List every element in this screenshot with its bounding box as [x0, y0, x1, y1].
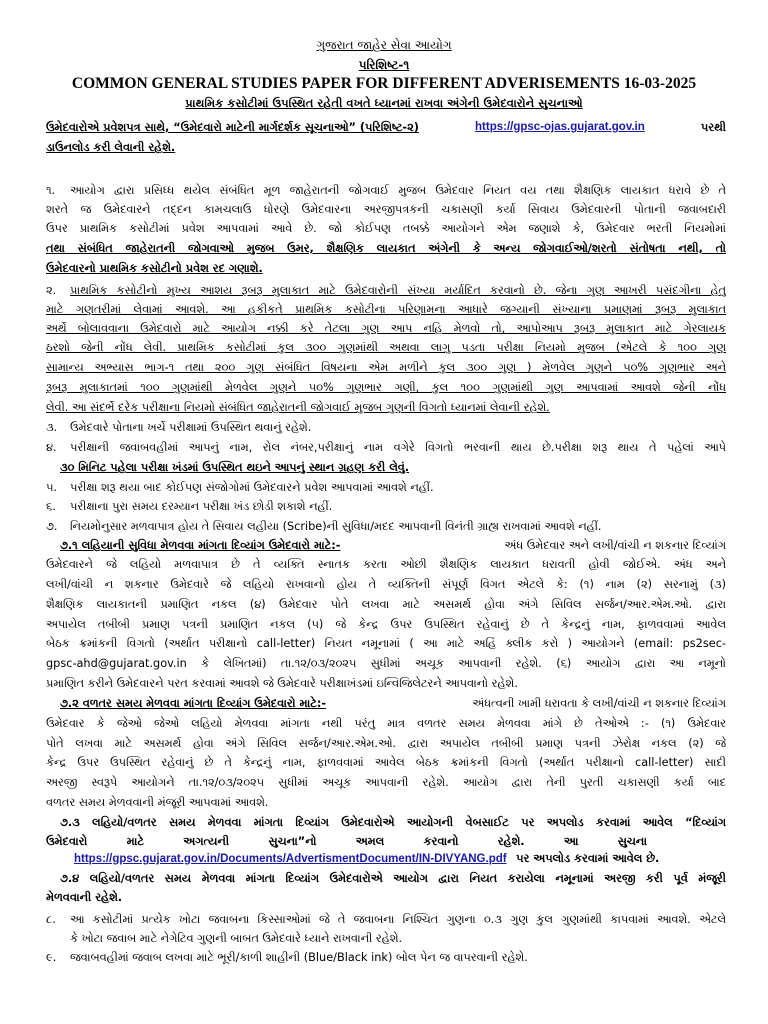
item-6-number: ૬.	[46, 500, 56, 513]
item-4-line: ૩૦ મિનિટ પહેલા પરીક્ષા ખંડમાં ઉપસ્થિત થઇને આપનું સ્થાન ગ્રહણ કરી લેવું.	[60, 461, 410, 474]
sub-7-3-line: ૭.૩ લહિયો/વળતર સમય મેળવવા માંગતા દિવ્યાંગ ઉમેદવારોએ આયોગની વેબસાઈટ પર અપલોડ કરવામાં આવેલ “દિવ્યાંગ	[60, 816, 726, 829]
item-8-line: આ કસોટીમાં પ્રત્યેક ખોટા જવાબના કિસ્સાઓમાં જે તે જવાબના નિશ્ચિત ગુણના ૦.૩ ગુણ કુલ ગુણમાંથી કાપવામાં આવશે. એટલે	[70, 913, 726, 926]
item-2-line: લેવી. આ સંદર્ભે દરેક પરીક્ષાના નિયમો સંબંધિત જાહેરાતની જોગવાઈ મુજબ ગુણની વિગતો ધ્યાનમાં લેવાની રહેશે.	[46, 401, 550, 414]
document-subtitle: પ્રાથમિક કસોટીમાં ઉપસ્થિત રહેતી વખતે ધ્યાનમાં રાખવા અંગેની ઉમેદવારોને સુચનાઓ	[185, 96, 583, 110]
item-4-line: પરીક્ષાની જવાબવહીમાં આપનું નામ, રોલ નંબર,પરીક્ષાનું નામ વગેરે વિગતો ભરવાની થાય છે.પરીક્ષા શરૂ થાય તે પહેલાં આપે	[70, 441, 726, 454]
sub-7-4-line: મેળવવાની રહેશે.	[46, 891, 123, 904]
item-9-line: જવાબવહીમાં જવાબ લખવા માટે ભૂરી/કાળી શાહીની (Blue/Black ink) બોલ પેન જ વાપરવાની રહેશે.	[70, 951, 528, 964]
sub-7-2-first-line	[60, 696, 726, 711]
sub-7-1-line: અપાયેલ તબીબી પ્રમાણ પત્રની પ્રમાણિત નકલ (૫) જે કેન્દ્ર ઉપર ઉપસ્થિત રહેવાનું છે તે કેન્દ્રનું નામ, ફાળવવામાં આવેલ	[46, 618, 726, 631]
item-2-line: સામાન્ય અભ્યાસ ભાગ-૧ તથા ૨૦૦ ગુણ સંબંધિત વિષયના એમ મળીને કુલ ૩૦૦ ગુણ ) મેળવેલ ગુણને ૫૦% ગુણભાર અને	[46, 361, 726, 374]
annex-label: પરિશિષ્ટ-૧	[358, 58, 410, 72]
sub-7-2-line: અંધત્વની ખામી ધરાવતા કે લખી/વાંચી ન શકનાર દિવ્યાંગ	[472, 697, 726, 710]
divyang-pdf-link[interactable]: https://gpsc.gujarat.gov.in/Documents/AdvertismentDocument/IN-DIVYANG.pdf	[74, 853, 507, 865]
item-1-number: ૧.	[46, 184, 56, 197]
sub-7-1-line: gpsc-ahd@gujarat.gov.in કે લેખિતમાં) તા.૧૨/૦૩/૨૦૨૫ સુધીમાં અચૂક આપવાની રહેશે. (૬) આયોગ દ્વારા આ નમૂનો	[46, 657, 726, 670]
item-7-line: નિયમોનુસાર મળવાપાત્ર હોય તે સિવાય લહીયા (Scribe)ની સુવિધા/મદદ આપવાની વિનંતી ગ્રાહ્ય રાખવામાં આવશે નહીં.	[70, 520, 602, 533]
ojas-link[interactable]: https://gpsc-ojas.gujarat.gov.in	[475, 121, 645, 133]
sub-7-1-line: લખી/વાંચી ન શકનાર ઉમેદવારે જે લહિયો રાખવાનો હોય તે વ્યક્તિની સંપૂર્ણ વિગત એટલે કે: (૧) નામ (૨) સરનામું (૩)	[46, 578, 726, 591]
item-2-line: અર્થે બોલાવવાના ઉમેદવારો માટે આયોગ નક્કી કરે તેટલા ગુણ આપ નહિ મેળવો તો, આપોઆપ રૂબરૂ મુલાકાત માટે ગેરલાયક	[46, 322, 726, 335]
item-9-number: ૯.	[46, 951, 57, 964]
item-1-line: આયોગ દ્વારા પ્રસિધ્ધ થયેલ સંબંધિત મૂળ જાહેરાતની જોગવાઈ મુજબ ઉમેદવાર નિયત વય તથા શૈક્ષણિક લાયકાત ધરાવે છે તે	[70, 184, 726, 197]
sub-7-2-line: અરજી સ્વરૂપે આયોગને તા.૧૨/૦૩/૨૦૨૫ સુધીમાં અચૂક આપવાની રહેશે. આયોગ દ્વારા તેની પુરતી ચકાસણી કર્યા બાદ	[46, 776, 726, 789]
intro-line-1	[46, 120, 726, 135]
item-2-line: માટે ગણતરીમાં લેવામાં આવશે. આ હકીકતે પ્રાથમિક કસોટીના પરિણામના આધારે જગ્યાની સંખ્યાના પ્રમાણમાં રૂબરૂ મુલાકાત	[46, 303, 726, 316]
item-2-line: રૂબરૂ મુલાકાતમાં ૧૦૦ ગુણમાંથી મેળવેલ ગુણને ૫૦% ગુણભાર ગણી, કુલ ૧૦૦ ગુણમાંથી ગુણ આપવામાં આવશે જેની નોંધ	[46, 381, 726, 394]
sub-7-1-line: શૈક્ષણિક લાયકાતની પ્રમાણિત નકલ (૪) ઉમેદવાર પોતે લખવા માટે અસમર્થ હોવા અંગે સિવિલ સર્જન/આર.એમ.ઓ. દ્વારા	[46, 598, 726, 611]
sub-7-1-heading: ૭.૧ લહિયાની સુવિધા મેળવવા માંગતા દિવ્યાંગ ઉમેદવારો માટે:-	[60, 539, 341, 552]
intro-text-tail: પરથી	[700, 121, 726, 134]
sub-7-1-line: પ્રમાણિત કરીને ઉમેદવારને પરત કરવામાં આવશે જે ઉમેદવારે પરીક્ષાખંડમાં ઇન્વિજિલેટરને આપવાનો રહેશે.	[46, 677, 518, 690]
document-title: COMMON GENERAL STUDIES PAPER FOR DIFFERENT ADVERISEMENTS 16-03-2025	[71, 75, 697, 92]
item-3-number: ૩.	[46, 421, 58, 434]
sub-7-2-line: ઉમેદવાર કે જેઓ જેઓ લહિયો મેળવવા માંગતા નથી પરંતુ માત્ર વળતર સમય મેળવવા માંગે છે તેઓએ :- (૧) ઉમેદવાર	[46, 717, 726, 730]
item-1-line: ઉપર પ્રાથમિક કસોટીમાં પ્રવેશ આપવામાં આવે છે. જો કોઈપણ તબક્કે આયોગને એમ જણાશે કે, ઉમેદવાર ભરતી નિયમોમાં	[46, 222, 726, 235]
sub-7-4-line: ૭.૪ લહિયો/વળતર સમય મેળવવા માંગતા દિવ્યાંગ ઉમેદવારોએ આયોગ દ્વારા નિયત કરાયેલા નમૂનામાં અરજી કરી પૂર્વ મંજૂરી	[60, 872, 726, 885]
item-5-number: ૫.	[46, 481, 58, 494]
item-1-line: ઉમેદવારનો પ્રાથમિક કસોટીનો પ્રવેશ રદ ગણાશે.	[46, 262, 263, 275]
sub-7-3-link-line	[74, 851, 659, 867]
item-2-line: ઠરશો જેની નોંધ લેવી. પ્રાથમિક કસોટીમાં કુલ ૩૦૦ ગુણમાંથી અથવા લાગુ પડતા પરીક્ષા નિયમો મુજબ (એટલે કે ૧૦૦ ગુણ	[46, 341, 726, 354]
sub-7-1-line: અંધ ઉમેદવાર અને લખી/વાંચી ન શકનાર દિવ્યાંગ	[504, 539, 726, 552]
sub-7-1-line: બેઠક ક્રમાંકની વિગતો (અર્થાત પરીક્ષાનો call-letter) નિયત નમૂનામાં ( આ માટે અહિં ક્લીક કરો ) આયોગને (email: ps2sec-	[46, 637, 726, 650]
intro-text: ઉમેદવારોએ પ્રવેશપત્ર સાથે, “ઉમેદવારો માટેની માર્ગદર્શક સૂચનાઓ” (પરિશિષ્ટ-૨)	[46, 121, 419, 134]
sub-7-3-tail: પર અપલોડ કરવામાં આવેલ છે.	[516, 852, 660, 865]
sub-7-3-line: ઉમેદવારો માટે અગત્યની સુચના”નો અમલ કરવાનો રહેશે. આ સુચના	[46, 835, 647, 848]
sub-7-2-line: વળતર સમય મેળવવાની મંજૂરી આપવામાં આવશે.	[46, 796, 269, 809]
item-5-line: પરીક્ષા શરૂ થયા બાદ કોઈપણ સંજોગોમાં ઉમેદવારને પ્રવેશ આપવામાં આવશે નહીં.	[70, 481, 434, 494]
item-1-line: શરતે જ ઉમેદવારને તદ્દન કામચલાઉ ધોરણે ઉમેદવારના અરજીપત્રકની ચકાસણી કર્યા સિવાય ઉમેદવારની પોતાની જવાબદારી	[46, 203, 726, 216]
item-7-number: ૭.	[46, 520, 58, 533]
sub-7-1-line: ઉમેદવારને જે લહિયો મળવાપાત્ર છે તે વ્યક્તિ સ્નાતક કરતા ઓછી શૈક્ષણિક લાયકાત ધરાવતી હોવી જોઈએ. અંધ અને	[46, 558, 726, 571]
item-3-line: ઉમેદવારે પોતાના ખર્ચે પરીક્ષામાં ઉપસ્થિત થવાનું રહેશે.	[70, 421, 312, 434]
intro-line-2: ડાઉનલોડ કરી લેવાની રહેશે.	[46, 141, 176, 154]
sub-7-2-heading: ૭.૨ વળતર સમય મેળવવા માંગતા દિવ્યાંગ ઉમેદવારો માટે:-	[60, 697, 327, 710]
item-1-line: તથા સંબંધિત જાહેરાતની જોગવાઓ મુજબ ઉંમર, શૈક્ષણિક લાયકાત અંગેની કે અન્ય જોગવાઈઓ/શરતો સંતોષતા નથી, તો	[46, 242, 726, 255]
sub-7-2-line: પોતે લખવા માટે અસમર્થ હોવા અંગે સિવિલ સર્જન/આર.એમ.ઓ. દ્વારા અપાયેલ તબીબી પ્રમાણ પત્રની ઝેરોક્ષ નકલ (૨) જે	[46, 737, 726, 750]
item-4-number: ૪.	[46, 441, 57, 454]
item-2-number: ૨.	[46, 284, 57, 297]
item-2-line: પ્રાથમિક કસોટીનો મુખ્ય આશય રૂબરૂ મુલાકાત માટે ઉમેદવારોની સંખ્યા મર્યાદિત કરવાનો છે. જેના ગુણ આખરી પસંદગીના હેતુ	[70, 284, 726, 297]
commission-name: ગુજરાત જાહેર સેવા આયોગ	[316, 38, 452, 52]
sub-7-2-line: કેન્દ્ર ઉપર ઉપસ્થિત રહેવાનું છે તે કેન્દ્રનું નામ, ફાળવવામાં આવેલ બેઠક ક્રમાંકની વિગતો (અર્થાત પરીક્ષાનો call-letter) સાદી	[46, 756, 726, 769]
item-8-line: કે ખોટા જવાબ માટે નેગેટિવ ગુણની બાબત ઉમેદવારે ધ્યાને રાખવાની રહેશે.	[70, 932, 403, 945]
item-8-number: ૮.	[46, 913, 56, 926]
item-6-line: પરીક્ષાના પુરા સમય દરમ્યાન પરીક્ષા ખંડ છોડી શકાશે નહીં.	[70, 500, 333, 513]
sub-7-1-first-line	[60, 538, 726, 553]
